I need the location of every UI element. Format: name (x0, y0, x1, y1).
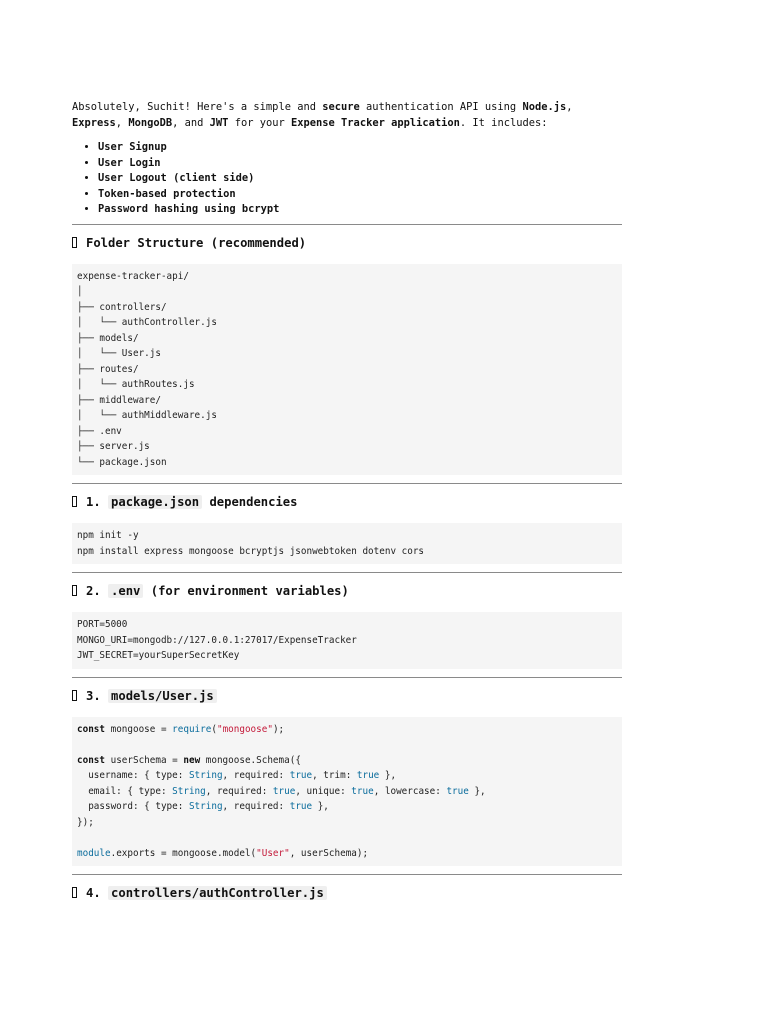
folder-icon (72, 237, 77, 248)
feature-list (72, 140, 622, 218)
inline-code: package.json (108, 495, 202, 509)
file-icon (72, 690, 77, 701)
divider (72, 677, 622, 678)
divider (72, 572, 622, 573)
intro-paragraph: Absolutely, Suchit! Here's a simple and secure authentication API using Node.js, Express, MongoDB, and JWT for your Expense Tracker application. It includes: (72, 101, 573, 129)
folder-structure-code-block[interactable]: expense-tracker-api/ │ ├── controllers/ │ └── authController.js ├── models/ │ └── User.js ├── routes/ │ └── authRoutes.js ├── middleware/ │ └── authMiddleware.js ├── .env ├── server.js └── package.json (72, 264, 622, 476)
list-item: • Token-based protection (98, 187, 622, 203)
section-heading-folder: Folder Structure (recommended) (72, 234, 622, 252)
settings-icon (72, 585, 77, 596)
divider (72, 483, 622, 484)
file-icon (72, 887, 77, 898)
section-heading-package: 1. package.json dependencies (72, 493, 622, 511)
inline-code: controllers/authController.js (108, 886, 327, 900)
divider (72, 224, 622, 225)
section-heading-auth-controller: 4. controllers/authController.js (72, 884, 622, 902)
inline-code: models/User.js (108, 689, 217, 703)
list-item: • User Login (98, 156, 622, 172)
user-model-code-block[interactable]: const mongoose = require("mongoose"); const userSchema = new mongoose.Schema({ username: { type: String, required: true, trim: true }, email: { type: String, required: true, unique: true, lowercase: true }, password: { type: String, required: true }, }); module.exports = mongoose.model("User", userSchema); (72, 717, 622, 867)
env-code-block[interactable]: PORT=5000 MONGO_URI=mongodb://127.0.0.1:27017/ExpenseTracker JWT_SECRET=yourSuperSecretKey (72, 612, 622, 669)
npm-install-code-block[interactable]: npm init -y npm install express mongoose bcryptjs jsonwebtoken dotenv cors (72, 523, 622, 564)
list-item: • Password hashing using bcrypt (98, 202, 622, 218)
section-heading-env: 2. .env (for environment variables) (72, 582, 622, 600)
document (72, 100, 622, 914)
inline-code: .env (108, 584, 143, 598)
divider (72, 874, 622, 875)
list-item: • User Signup (98, 140, 622, 156)
package-icon (72, 496, 77, 507)
list-item: • User Logout (client side) (98, 171, 622, 187)
section-heading-user-model: 3. models/User.js (72, 687, 622, 705)
